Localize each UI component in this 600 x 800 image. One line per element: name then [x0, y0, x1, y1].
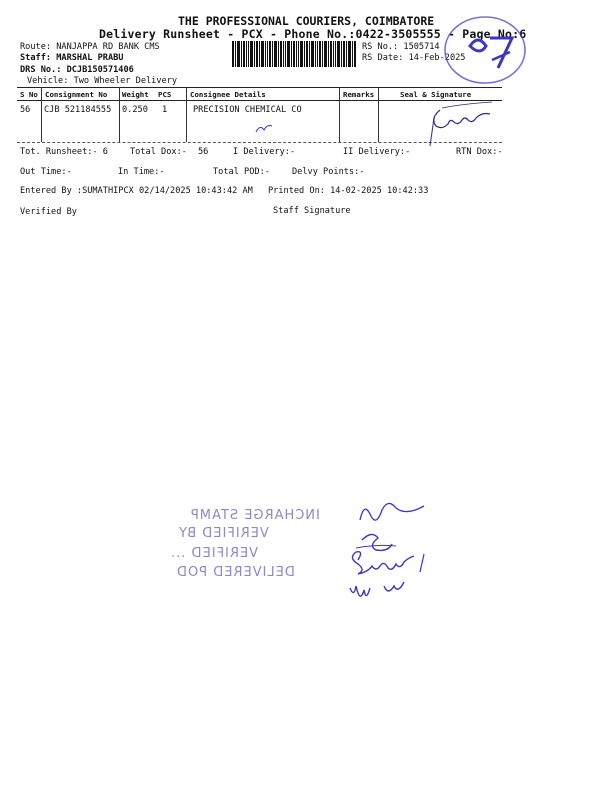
- out-time: Out Time:-: [20, 167, 72, 177]
- entered-by: Entered By :SUMATHIPCX 02/14/2025 10:43:42 AM: [20, 186, 253, 196]
- col-header-pcs: PCS: [158, 90, 172, 99]
- receiver-signature-icon: [422, 98, 507, 158]
- col-header-signature: Seal & Signature: [400, 90, 472, 99]
- total-dox-value: 56: [198, 147, 209, 157]
- i-delivery: I Delivery:-: [233, 147, 296, 157]
- col-header-sno: S No: [20, 90, 38, 99]
- runsheet-title: Delivery Runsheet - PCX - Phone No.:0422-3505555 - Page No:6: [99, 27, 527, 41]
- total-pod: Total POD:-: [213, 167, 270, 177]
- col-header-weight: Weight: [122, 90, 149, 99]
- route-label: Route: NANJAPPA RD BANK CMS: [20, 42, 160, 52]
- staff-label: Staff: MARSHAL PRABU: [20, 53, 124, 63]
- col-sep: [378, 87, 379, 142]
- handwritten-signatures-icon: [350, 498, 460, 618]
- scribble-icon: [254, 122, 274, 134]
- company-name: THE PROFESSIONAL COURIERS, COIMBATORE: [178, 14, 435, 28]
- staff-signature: Staff Signature: [273, 206, 351, 216]
- tot-runsheet: Tot. Runsheet:- 6: [20, 147, 108, 157]
- barcode: [232, 41, 356, 67]
- vehicle-label: Vehicle: Two Wheeler Delivery: [27, 76, 178, 86]
- col-header-consignment: Consignment No: [45, 90, 108, 99]
- ii-delivery: II Delivery:-: [343, 147, 411, 157]
- col-sep: [41, 87, 42, 142]
- total-dox-label: Total Dox:-: [130, 147, 187, 157]
- rtn-dox: RTN Dox:-: [456, 147, 503, 157]
- verified-by: Verified By: [20, 207, 77, 217]
- drs-number: DRS No.: DCJB150571406: [20, 65, 134, 75]
- rs-date: RS Date: 14-Feb-2025: [362, 53, 466, 63]
- printed-on: Printed On: 14-02-2025 10:42:33: [268, 186, 429, 196]
- in-time: In Time:-: [118, 167, 165, 177]
- col-header-consignee: Consignee Details: [190, 90, 266, 99]
- row-weight: 0.250: [122, 105, 148, 115]
- circle-stamp-icon: [440, 10, 530, 90]
- delvy-points: Delvy Points:-: [292, 167, 365, 177]
- rs-number: RS No.: 1505714: [362, 42, 440, 52]
- row-pcs: 1: [162, 105, 168, 115]
- row-consignment: CJB 521184555: [44, 105, 112, 115]
- table-top-rule: [17, 87, 502, 88]
- row-sno: 56: [20, 105, 31, 115]
- col-header-remarks: Remarks: [343, 90, 375, 99]
- row-consignee: PRECISION CHEMICAL CO: [193, 105, 302, 115]
- col-sep: [119, 87, 120, 142]
- mirrored-stamp: INCHARGE STAMP VERIFIED BY VERIFIED ... DELIVERED POD: [170, 508, 320, 580]
- col-sep: [186, 87, 187, 142]
- col-sep: [339, 87, 340, 142]
